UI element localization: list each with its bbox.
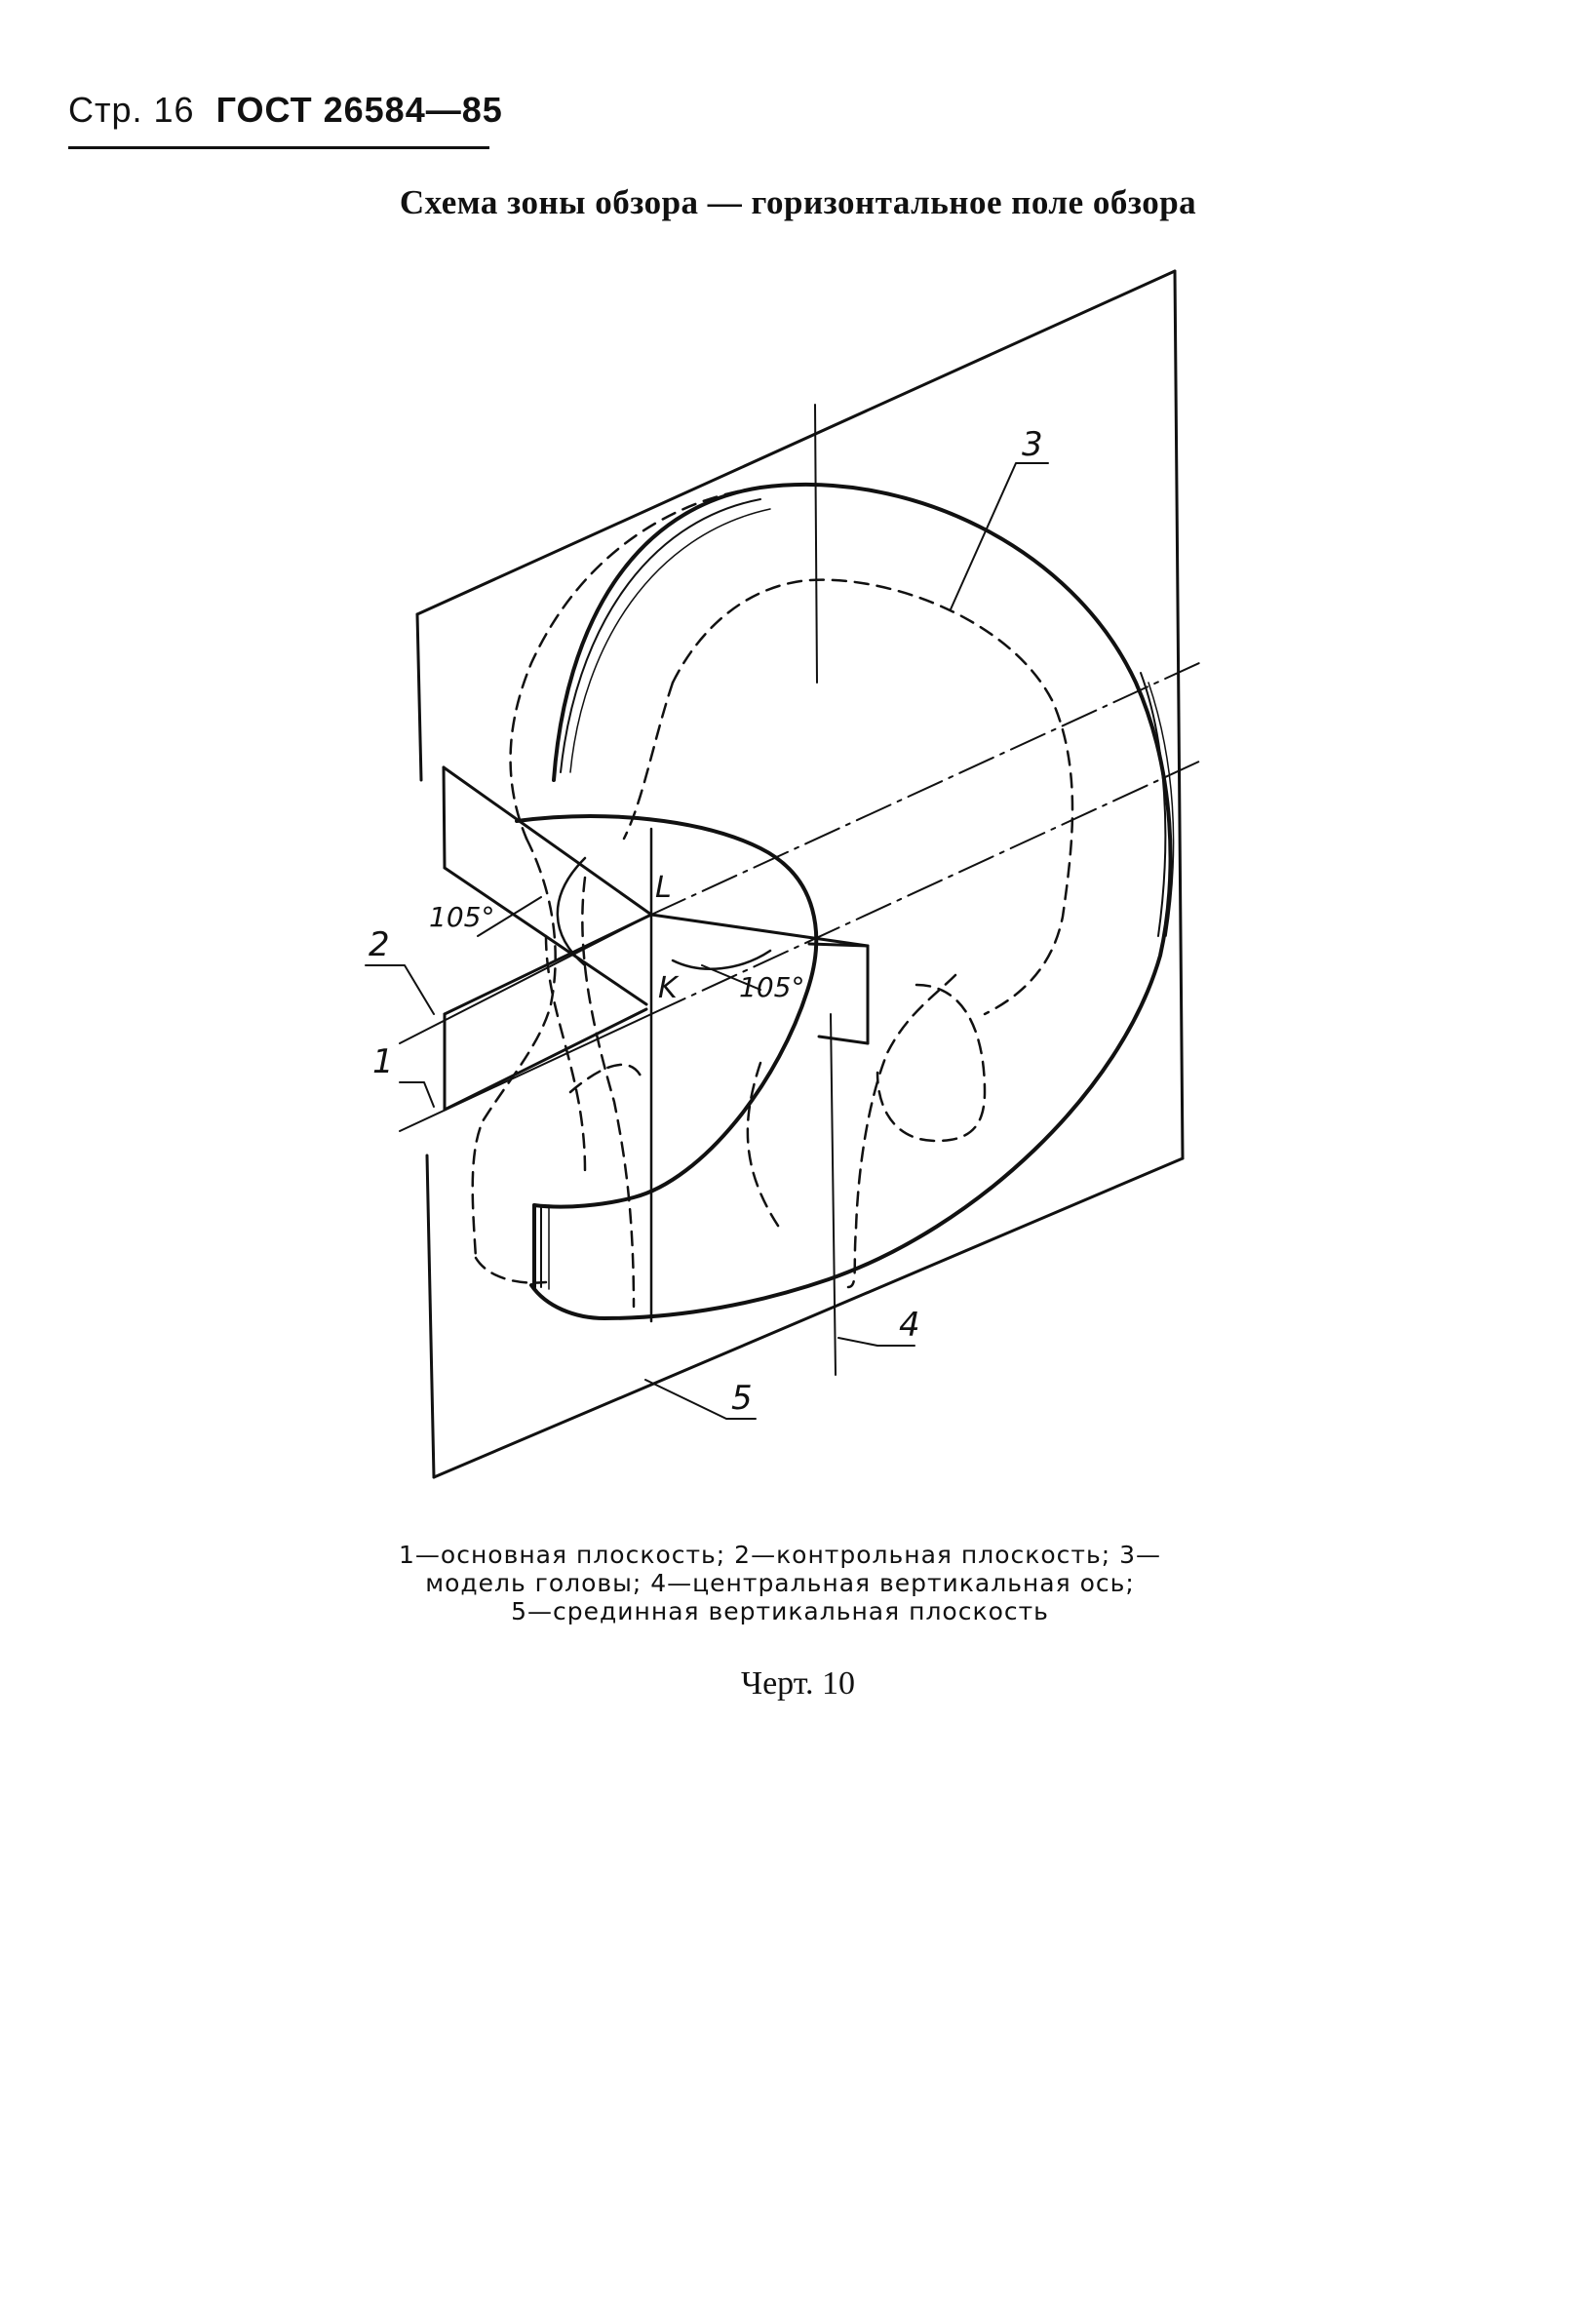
label-5: 5 bbox=[731, 1379, 753, 1418]
caption-line: 5—срединная вертикальная плоскость bbox=[511, 1597, 1049, 1625]
hidden-lines bbox=[473, 488, 1072, 1307]
label-point-l: L bbox=[655, 871, 672, 905]
leader-lines bbox=[366, 463, 1048, 1419]
label-4: 4 bbox=[899, 1306, 920, 1345]
drawing-number: Черт. 10 bbox=[740, 1665, 856, 1702]
label-2: 2 bbox=[369, 925, 390, 964]
central-vertical-axis bbox=[815, 405, 836, 1375]
label-angle-right: 105° bbox=[739, 971, 805, 1003]
caption-line: модель головы; 4—центральная вертикальная ось; bbox=[425, 1569, 1135, 1597]
label-1: 1 bbox=[372, 1042, 394, 1081]
label-point-k: K bbox=[658, 971, 678, 1005]
page-number: Стр. 16 bbox=[68, 90, 195, 130]
caption-line: 1—основная плоскость; 2—контрольная плоскость; 3— bbox=[399, 1541, 1161, 1569]
label-angle-left: 105° bbox=[429, 901, 495, 933]
label-3: 3 bbox=[1022, 425, 1043, 464]
standard-code: ГОСТ 26584—85 bbox=[215, 90, 503, 130]
figure-caption bbox=[292, 1541, 1267, 1625]
figure-title: Схема зоны обзора — горизонтальное поле обзора bbox=[399, 183, 1197, 221]
